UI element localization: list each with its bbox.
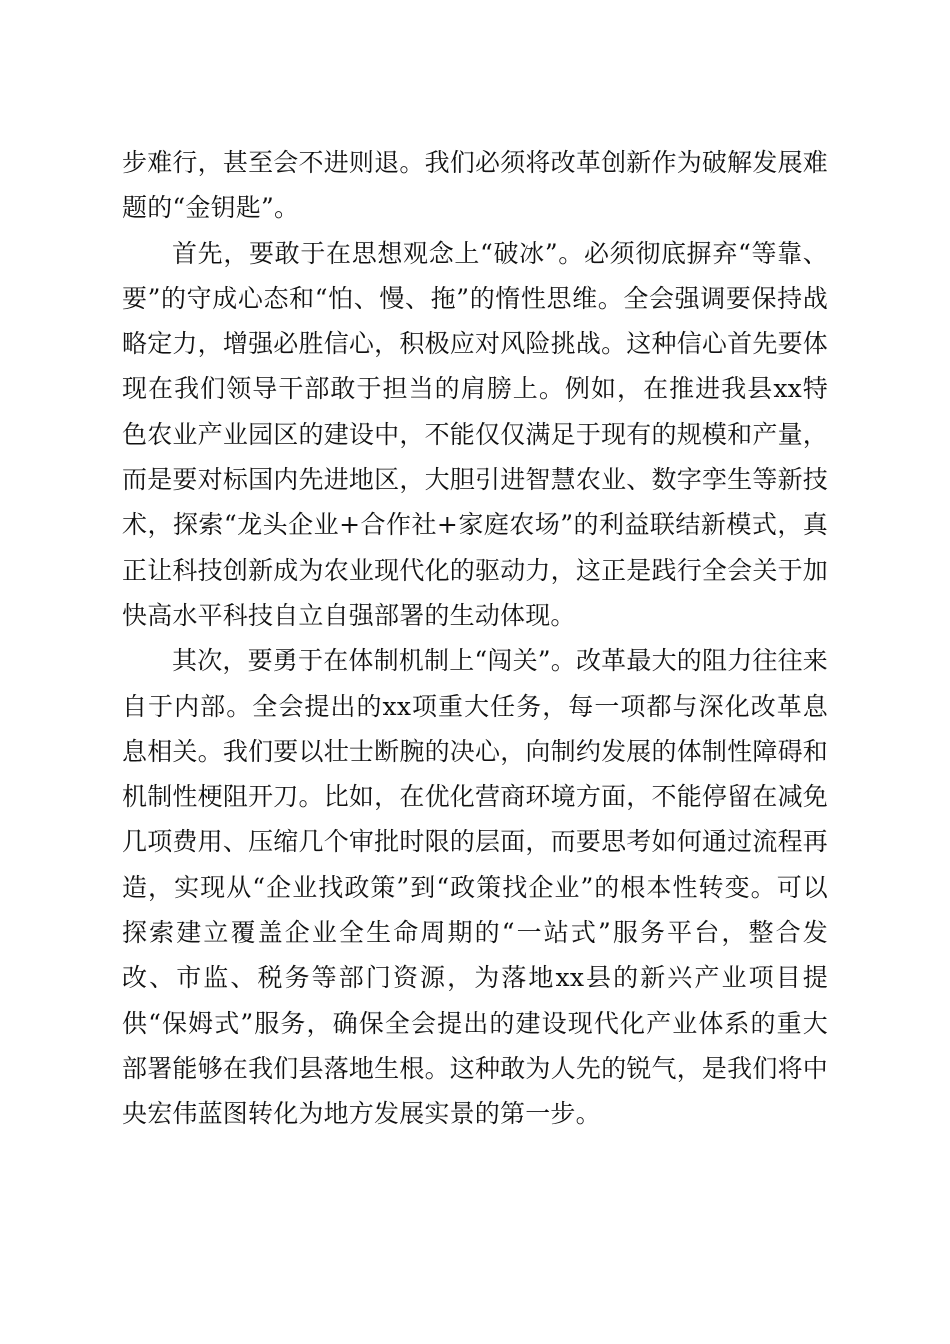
paragraph-first-point: 首先，要敢于在思想观念上“破冰”。必须彻底摒弃“等靠、要”的守成心态和“怕、慢、拖”的惰性思维。全会强调要保持战略定力，增强必胜信心，积极应对风险挑战。这种信心首先要体现在我们领导干部敢于担当的肩膀上。例如，在推进我县xx特色农业产业园区的建设中，不能仅仅满足于现有的规模和产量，而是要对标国内先进地区，大胆引进智慧农业、数字孪生等新技术，探索“龙头企业+合作社+家庭农场”的利益联结新模式，真正让科技创新成为农业现代化的驱动力，这正是践行全会关于加快高水平科技自立自强部署的生动体现。: [122, 238, 828, 630]
paragraph-continuation: 步难行，甚至会不进则退。我们必须将改革创新作为破解发展难题的“金钥匙”。: [122, 148, 828, 223]
document-body: [122, 140, 828, 1137]
paragraph-second-point: 其次，要勇于在体制机制上“闯关”。改革最大的阻力往往来自于内部。全会提出的xx项重大任务，每一项都与深化改革息息相关。我们要以壮士断腕的决心，向制约发展的体制性障碍和机制性梗阻开刀。比如，在优化营商环境方面，不能停留在减免几项费用、压缩几个审批时限的层面，而要思考如何通过流程再造，实现从“企业找政策”到“政策找企业”的根本性转变。可以探索建立覆盖企业全生命周期的“一站式”服务平台，整合发改、市监、税务等部门资源，为落地xx县的新兴产业项目提供“保姆式”服务，确保全会提出的建设现代化产业体系的重大部署能够在我们县落地生根。这种敢为人先的锐气，是我们将中央宏伟蓝图转化为地方发展实景的第一步。: [122, 646, 828, 1129]
